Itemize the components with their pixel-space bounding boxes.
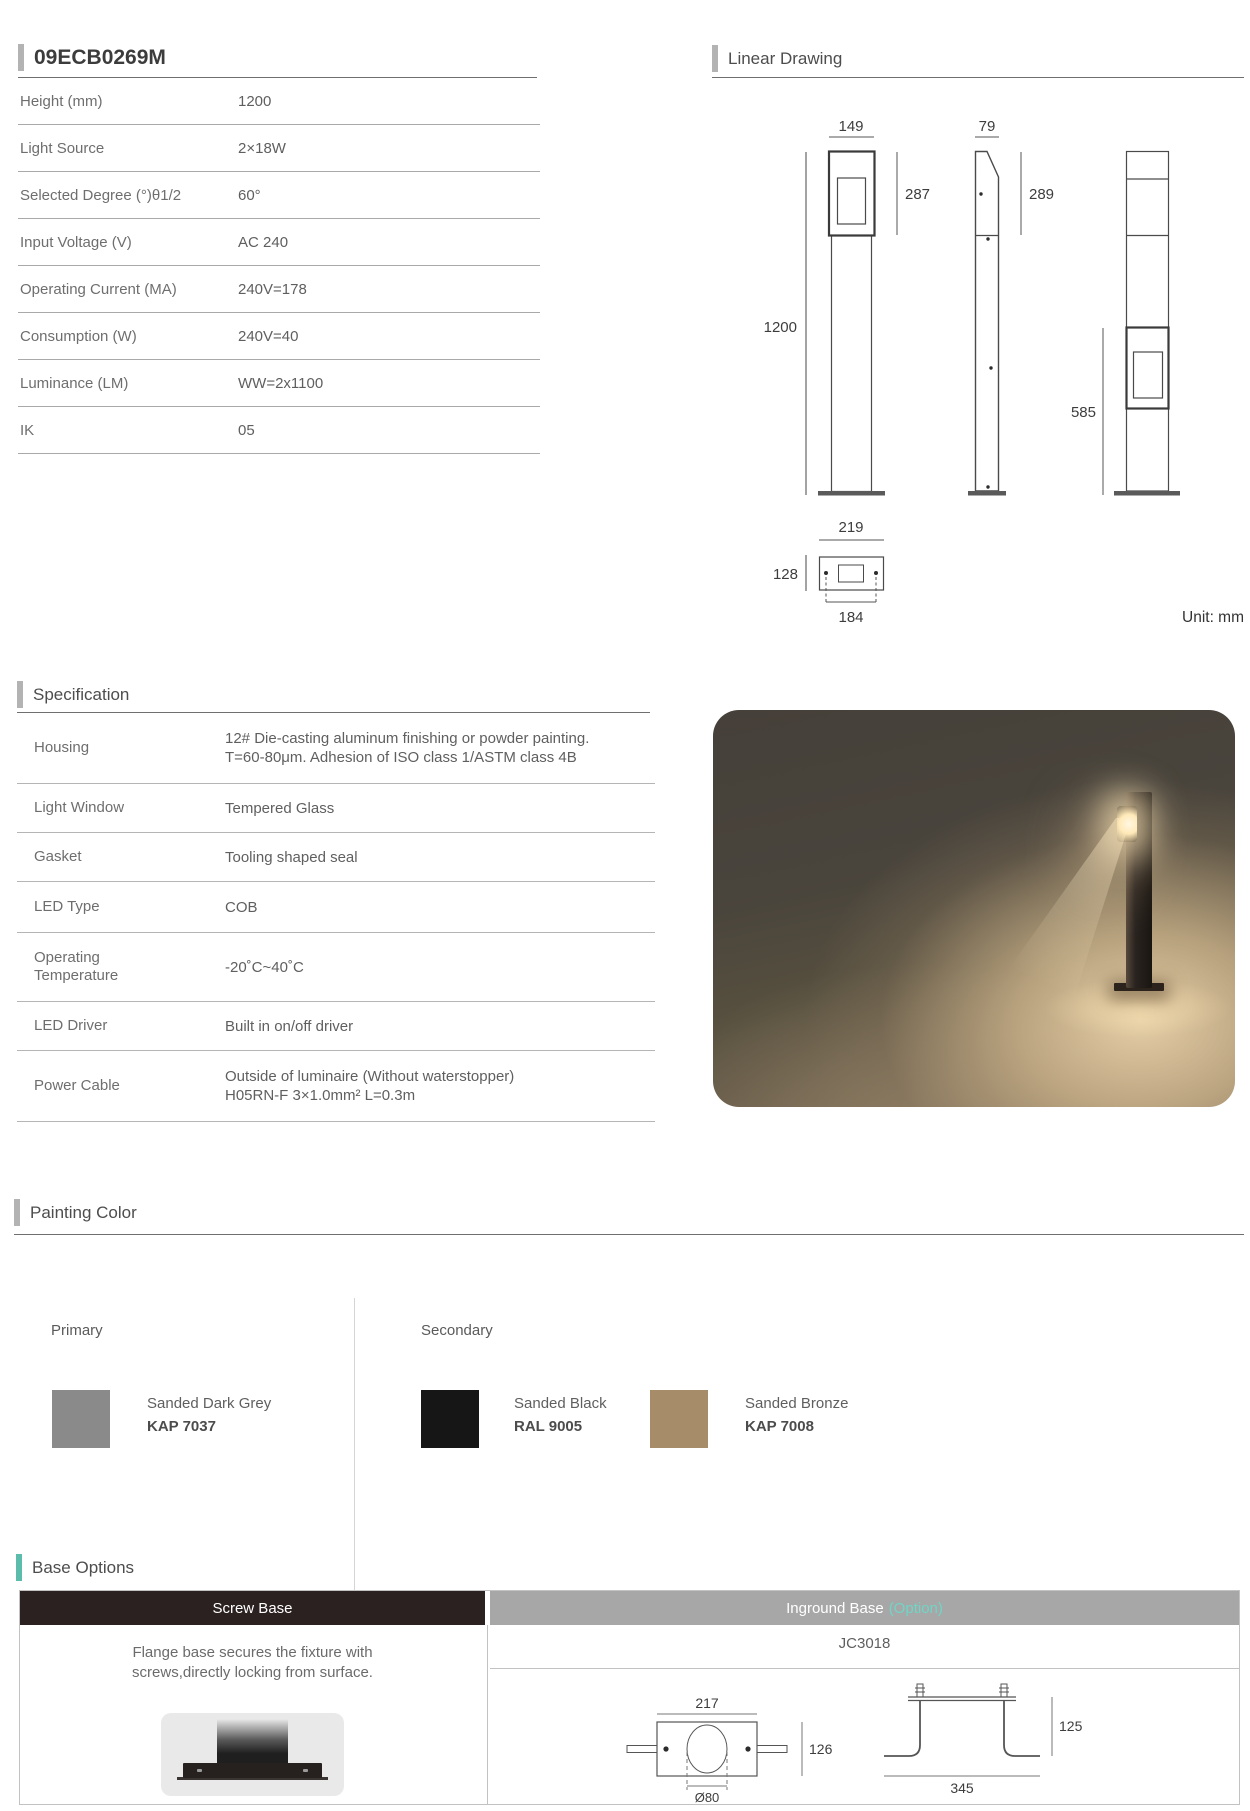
table-row xyxy=(18,125,540,172)
column-divider xyxy=(487,1625,488,1804)
spec-label: Input Voltage (V) xyxy=(20,233,132,251)
spec-label: Selected Degree (°)θ1/2 xyxy=(20,186,182,204)
spec-label: Housing xyxy=(34,739,90,756)
spec-value-line: Outside of luminaire (Without waterstopper) xyxy=(225,1068,515,1085)
spec-value: 240V=40 xyxy=(238,327,299,345)
spec-label-line: Operating xyxy=(34,949,100,966)
spec-label: Consumption (W) xyxy=(20,327,137,345)
spec-value: 2×18W xyxy=(238,139,286,157)
spec-value: 05 xyxy=(238,421,255,439)
flange-column xyxy=(217,1719,288,1765)
inground-base-header xyxy=(490,1591,1239,1625)
spec-value-line: H05RN-F 3×1.0mm² L=0.3m xyxy=(225,1087,416,1104)
group-divider xyxy=(354,1298,355,1592)
dim-plate-depth: 126 xyxy=(809,1741,833,1757)
spec-label: Height (mm) xyxy=(20,92,103,110)
description-line: screws,directly locking from surface. xyxy=(132,1664,373,1681)
spec-value: AC 240 xyxy=(238,233,289,251)
color-swatch-black xyxy=(421,1390,479,1448)
color-label xyxy=(514,1392,607,1438)
color-code: KAP 7008 xyxy=(745,1418,814,1435)
spec-value: Tempered Glass xyxy=(225,799,335,817)
inground-model: JC3018 xyxy=(838,1635,891,1652)
spec-value xyxy=(225,729,589,767)
table-row xyxy=(18,407,540,454)
primary-group-label: Primary xyxy=(51,1322,103,1339)
page-title: 09ECB0269M xyxy=(34,45,166,69)
dim-front-width: 149 xyxy=(838,118,864,135)
dim-screw-spacing: 184 xyxy=(838,609,864,626)
table-row xyxy=(17,1051,655,1122)
table-row xyxy=(17,713,655,784)
inground-base-header-label: Inground Base xyxy=(786,1599,884,1617)
color-code: KAP 7037 xyxy=(147,1418,216,1435)
screw-base-header-label: Screw Base xyxy=(212,1599,293,1617)
dim-hole-diameter: Ø80 xyxy=(694,1790,720,1805)
linear-drawing-header xyxy=(712,45,842,72)
dim-side-width: 79 xyxy=(978,118,996,135)
table-row xyxy=(18,313,540,360)
section-title: Specification xyxy=(33,684,130,704)
divider xyxy=(14,1234,1244,1235)
table-row xyxy=(17,933,655,1002)
spec-label: LED Type xyxy=(34,898,100,915)
spec-label: Luminance (LM) xyxy=(20,374,129,392)
inground-base-drawing xyxy=(489,1668,1240,1805)
divider xyxy=(712,77,1244,78)
spec-value: Built in on/off driver xyxy=(225,1017,354,1035)
unit-label: Unit: mm xyxy=(1182,609,1244,626)
color-swatch-dark-grey xyxy=(52,1390,110,1448)
table-row xyxy=(18,219,540,266)
linear-drawing xyxy=(620,85,1250,670)
color-label xyxy=(745,1392,848,1438)
spec-value: 1200 xyxy=(238,92,272,110)
accent-bar xyxy=(14,1199,20,1226)
table-row xyxy=(17,1002,655,1051)
color-name: Sanded Bronze xyxy=(745,1395,849,1412)
specification-table xyxy=(17,713,655,1122)
accent-bar-teal xyxy=(16,1554,22,1581)
spec-value: 60° xyxy=(238,186,261,204)
spec-value: 240V=178 xyxy=(238,280,307,298)
table-row xyxy=(18,266,540,313)
quick-spec-table xyxy=(18,78,540,454)
inground-option-label: (Option) xyxy=(888,1599,943,1617)
table-row xyxy=(18,78,540,125)
color-code: RAL 9005 xyxy=(514,1418,583,1435)
flange-screw xyxy=(197,1769,202,1772)
spec-value: Tooling shaped seal xyxy=(225,848,358,866)
accent-bar xyxy=(712,45,718,72)
spec-label-line: Temperature xyxy=(34,967,119,984)
spec-label: Operating Current (MA) xyxy=(20,280,177,298)
spec-value-line: 12# Die-casting aluminum finishing or powder painting. xyxy=(225,730,590,747)
dim-base-width: 219 xyxy=(838,519,864,536)
painting-color-header xyxy=(14,1199,137,1226)
spec-value xyxy=(225,1067,514,1105)
dim-side-head: 289 xyxy=(1029,186,1055,203)
spec-value: -20˚C~40˚C xyxy=(225,958,304,976)
section-title: Linear Drawing xyxy=(728,48,843,68)
spec-label xyxy=(17,949,225,985)
table-row xyxy=(18,172,540,219)
bollard-light-window xyxy=(1117,806,1137,842)
dim-bolt-height: 125 xyxy=(1059,1718,1083,1734)
section-title: Base Options xyxy=(32,1557,135,1577)
base-options-header xyxy=(16,1554,134,1581)
table-row xyxy=(17,784,655,833)
color-name: Sanded Dark Grey xyxy=(147,1395,272,1412)
spec-label: Power Cable xyxy=(34,1077,120,1094)
table-row xyxy=(18,360,540,407)
dim-plate-width: 217 xyxy=(695,1695,719,1711)
spec-value: WW=2x1100 xyxy=(238,374,324,392)
color-label xyxy=(147,1392,271,1438)
screw-base-image xyxy=(161,1713,344,1796)
description-line: Flange base secures the fixture with xyxy=(132,1644,373,1661)
section-title: Painting Color xyxy=(30,1202,137,1222)
secondary-group-label: Secondary xyxy=(421,1322,493,1339)
dim-bolt-spread: 345 xyxy=(950,1780,974,1796)
table-row xyxy=(17,833,655,882)
spec-label: Gasket xyxy=(34,848,82,865)
dim-window-height: 585 xyxy=(1070,404,1096,421)
screw-base-description xyxy=(20,1643,485,1683)
spec-label: LED Driver xyxy=(34,1017,108,1034)
model-header xyxy=(18,44,166,71)
specification-header xyxy=(17,681,129,708)
table-row xyxy=(17,882,655,933)
dim-height: 1200 xyxy=(763,319,797,336)
screw-base-header xyxy=(20,1591,485,1625)
dim-front-head: 287 xyxy=(905,186,931,203)
accent-bar xyxy=(17,681,23,708)
dim-base-depth: 128 xyxy=(772,566,798,583)
spec-label: Light Window xyxy=(34,799,125,816)
spec-value: COB xyxy=(225,898,258,916)
product-photo xyxy=(713,710,1235,1107)
flange-screw xyxy=(303,1769,308,1772)
spec-value-line: T=60-80μm. Adhesion of ISO class 1/ASTM class 4B xyxy=(225,749,577,766)
spec-label: IK xyxy=(20,421,35,439)
color-name: Sanded Black xyxy=(514,1395,607,1412)
accent-bar xyxy=(18,44,24,71)
flange-plate xyxy=(183,1763,322,1778)
color-swatch-bronze xyxy=(650,1390,708,1448)
spec-label: Light Source xyxy=(20,139,105,157)
